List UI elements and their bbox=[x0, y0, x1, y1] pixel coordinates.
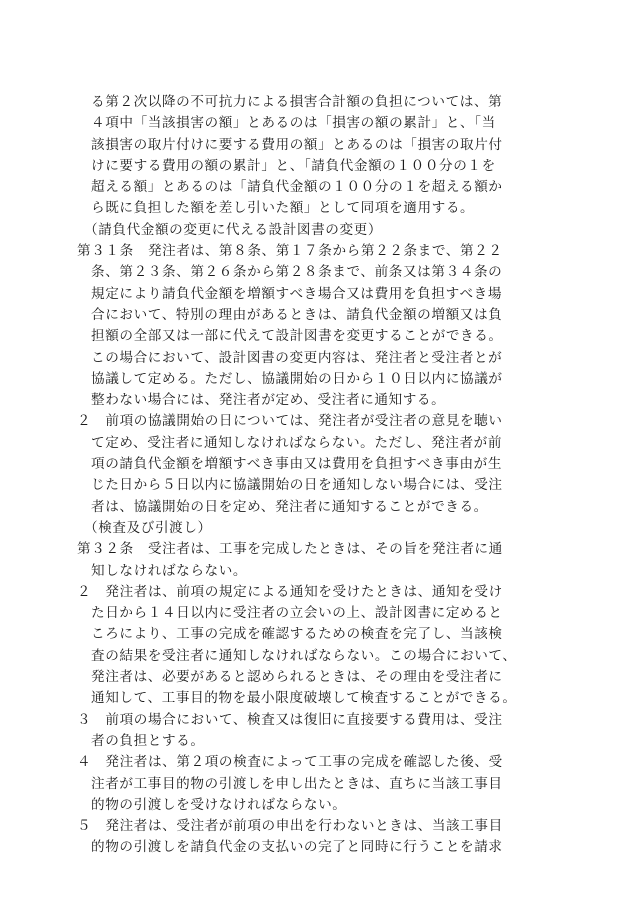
body-line: 項の請負代金額を増額すべき事由又は費用を負担すべき事由が生 bbox=[91, 456, 503, 473]
paragraph-line: ２ 前項の協議開始の日については、発注者が受注者の意見を聴い bbox=[77, 413, 503, 430]
body-line: 協議して定める。ただし、協議開始の日から１０日以内に協議が bbox=[91, 370, 503, 387]
article-line: 第３２条 受注者は、工事を完成したときは、その旨を発注者に通 bbox=[77, 541, 503, 558]
body-line: ４項中「当該損害の額」とあるのは「損害の額の累計」と、「当 bbox=[91, 115, 496, 132]
body-line: て定め、受注者に通知しなければならない。ただし、発注者が前 bbox=[91, 434, 503, 451]
body-line: この場合において、設計図書の変更内容は、発注者と受注者とが bbox=[91, 349, 503, 366]
body-line: た日から１４日以内に受注者の立会いの上、設計図書に定めると bbox=[91, 605, 503, 622]
body-line: 超える額」とあるのは「請負代金額の１００分の１を超える額か bbox=[91, 179, 503, 196]
section-heading: （検査及び引渡し） bbox=[84, 519, 212, 536]
body-line: 条、第２３条、第２６条から第２８条まで、前条又は第３４条の bbox=[91, 264, 503, 281]
body-line: 発注者は、必要があると認められるときは、その理由を受注者に bbox=[91, 669, 503, 686]
paragraph-line: ３ 前項の場合において、検査又は復旧に直接要する費用は、受注 bbox=[77, 711, 503, 728]
body-line: 的物の引渡しを請負代金の支払いの完了と同時に行うことを請求 bbox=[91, 839, 503, 856]
section-heading: （請負代金額の変更に代える設計図書の変更） bbox=[84, 221, 383, 238]
body-line: 通知して、工事目的物を最小限度破壊して検査することができる。 bbox=[91, 690, 517, 707]
body-line: る第２次以降の不可抗力による損害合計額の負担については、第 bbox=[91, 94, 503, 110]
body-line: 知しなければならない。 bbox=[91, 562, 248, 579]
paragraph-line: ２ 発注者は、前項の規定による通知を受けたときは、通知を受け bbox=[77, 583, 503, 600]
body-line: 整わない場合には、発注者が定め、受注者に通知する。 bbox=[91, 392, 446, 409]
body-line: 者の負担とする。 bbox=[91, 732, 205, 749]
body-line: 査の結果を受注者に通知しなければならない。この場合において、 bbox=[91, 647, 517, 664]
body-line: じた日から５日以内に協議開始の日を通知しない場合には、受注 bbox=[91, 477, 503, 494]
body-line: 該損害の取片付けに要する費用の額」とあるのは「損害の取片付 bbox=[91, 136, 503, 153]
body-line: 注者が工事目的物の引渡しを申し出たときは、直ちに当該工事目 bbox=[91, 775, 503, 792]
paragraph-line: ４ 発注者は、第２項の検査によって工事の完成を確認した後、受 bbox=[77, 754, 503, 771]
body-line: ら既に負担した額を差し引いた額」として同項を適用する。 bbox=[91, 200, 475, 217]
article-line: 第３１条 発注者は、第８条、第１７条から第２２条まで、第２２ bbox=[77, 243, 503, 260]
body-line: 担額の全部又は一部に代えて設計図書を変更することができる。 bbox=[91, 328, 503, 345]
body-line: ころにより、工事の完成を確認するための検査を完了し、当該検 bbox=[91, 626, 503, 643]
body-line: けに要する費用の額の累計」と、「請負代金額の１００分の１を bbox=[91, 157, 496, 174]
paragraph-line: ５ 発注者は、受注者が前項の申出を行わないときは、当該工事目 bbox=[77, 818, 503, 835]
body-line: 者は、協議開始の日を定め、発注者に通知することができる。 bbox=[91, 498, 488, 515]
body-line: 合において、特別の理由があるときは、請負代金額の増額又は負 bbox=[91, 306, 503, 323]
document-body bbox=[0, 92, 630, 859]
body-line: 的物の引渡しを受けなければならない。 bbox=[91, 796, 347, 813]
body-line: 規定により請負代金額を増額すべき場合又は費用を負担すべき場 bbox=[91, 285, 503, 302]
